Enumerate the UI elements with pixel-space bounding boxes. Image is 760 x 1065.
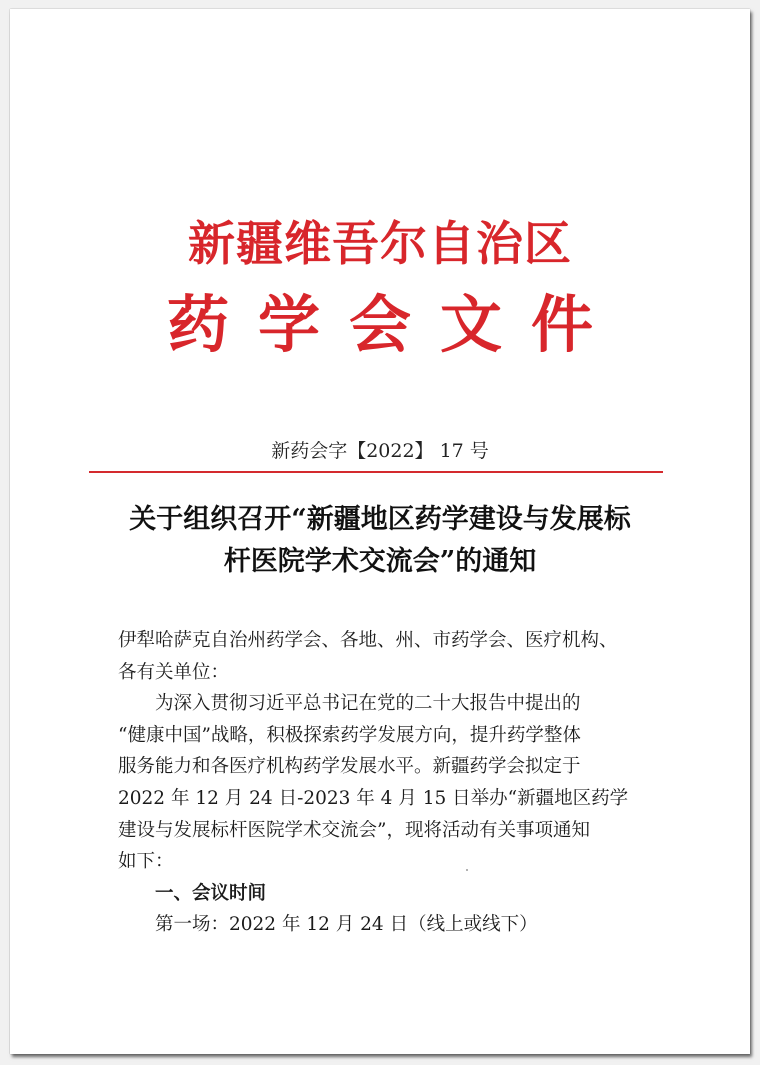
paragraph-line: 建设与发展标杆医院学术交流会”，现将活动有关事项通知 xyxy=(118,819,590,841)
paragraph-line: 2022 年 12 月 24 日-2023 年 4 月 15 日举办“新疆地区药学 xyxy=(118,787,629,809)
recipients-line-2: 各有关单位： xyxy=(118,661,230,683)
paragraph-line: 为深入贯彻习近平总书记在党的二十大报告中提出的 xyxy=(155,693,581,715)
document-number: 新药会字【2022】 17 号 xyxy=(271,440,489,462)
notice-title-line1: 关于组织召开“新疆地区药学建设与发展标 xyxy=(129,504,631,535)
paragraph-line: “健康中国”战略，积极探索药学发展方向，提升药学整体 xyxy=(118,724,581,746)
notice-title-line2: 杆医院学术交流会”的通知 xyxy=(223,546,537,577)
section-heading-meeting-time: 一、会议时间 xyxy=(155,882,267,904)
session-1-date: 第一场：2022 年 12 月 24 日（线上或线下） xyxy=(155,914,538,936)
red-divider-rule xyxy=(89,471,663,473)
document-page xyxy=(10,9,750,1054)
paragraph-line: 服务能力和各医疗机构药学发展水平。新疆药学会拟定于 xyxy=(118,756,581,778)
paragraph-line: 如下： xyxy=(118,851,174,873)
recipients-line-1: 伊犁哈萨克自治州药学会、各地、州、市药学会、医疗机构、 xyxy=(118,630,618,651)
issuing-organization: 新疆维吾尔自治区 xyxy=(188,217,572,272)
document-type-heading: 药学会文件 xyxy=(166,288,622,361)
notice-title xyxy=(80,499,680,583)
scan-speck xyxy=(466,869,468,871)
notice-body xyxy=(118,625,663,941)
